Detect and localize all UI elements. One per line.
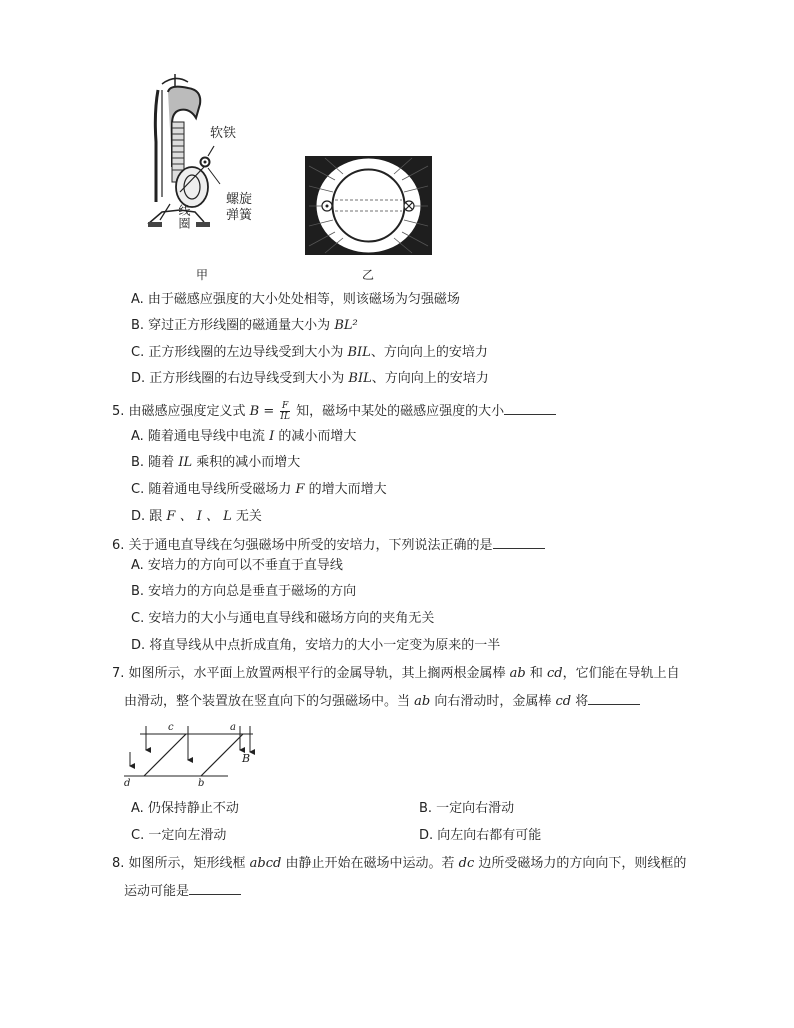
q5-option-c [131, 480, 387, 500]
q7-option-a: A. 仍保持静止不动 [131, 801, 239, 816]
label-spring-line1: 螺旋 [226, 192, 253, 207]
q5-option-d-math: F 、 I 、 L [166, 509, 232, 524]
q5-option-a-post: 的减小而增大 [274, 429, 357, 444]
q5-option-c-math: F [295, 482, 305, 497]
q5-option-d-pre: D. 跟 [131, 509, 167, 524]
label-coil: 线圈 [177, 204, 191, 230]
q4-option-a: A. 由于磁感应强度的大小处处相等，则该磁场为匀强磁场 [131, 292, 460, 307]
q4-option-c-math: BIL [347, 345, 371, 360]
q5-formula-lhs: B = [249, 404, 275, 419]
q5-option-b-math: IL [178, 455, 193, 470]
figure-jia-drawing [140, 72, 290, 257]
q4-option-c [131, 343, 488, 363]
q6-answer-blank[interactable] [493, 534, 545, 549]
q4-option-b [131, 316, 358, 336]
q7-stem2-mid: 向右滑动时，金属棒 [430, 694, 556, 709]
q7-stem2-post: 将 [571, 694, 589, 709]
q7-stem1-mid: 和 [525, 666, 548, 681]
q7-stem2-pre: 由滑动，整个装置放在竖直向下的匀强磁场中。当 [124, 694, 415, 709]
q6-option-d: D. 将直导线从中点折成直角，安培力的大小一定变为原来的一半 [131, 638, 501, 653]
q7-answer-blank[interactable] [588, 690, 640, 705]
q7-stem1-cd: cd [547, 666, 563, 681]
q7-label-a: a [230, 722, 236, 733]
q8-stem1-abcd: abcd [249, 856, 282, 871]
q8-answer-blank[interactable] [189, 880, 241, 895]
label-spring-line2: 弹簧 [226, 208, 253, 223]
q4-option-d-post: 、方向向上的安培力 [371, 371, 489, 386]
q7-stem1-pre: 7. 如图所示，水平面上放置两根平行的金属导轨，其上搁两根金属棒 [112, 666, 510, 681]
q8-stem1-post: 边所受磁场力的方向向下，则线框的 [474, 856, 687, 871]
q8-stem1-pre: 8. 如图所示，矩形线框 [112, 856, 250, 871]
q8-stem1-mid: 由静止开始在磁场中运动。若 [281, 856, 459, 871]
q4-option-c-post: 、方向向上的安培力 [370, 345, 488, 360]
q5-option-d [131, 507, 262, 527]
q7-stem2-ab: ab [414, 694, 431, 709]
q5-option-a-math: I [269, 429, 275, 444]
figure-yi-drawing [305, 156, 432, 255]
q4-option-d-math: BIL [348, 371, 372, 386]
q5-option-c-post: 的增大而增大 [304, 482, 387, 497]
q4-option-d-pre: D. 正方形线圈的右边导线受到大小为 [131, 371, 349, 386]
q5-answer-blank[interactable] [504, 400, 556, 415]
q8-stem2-text: 运动可能是 [124, 884, 190, 899]
q7-label-b: b [198, 778, 205, 789]
caption-yi: 乙 [362, 268, 375, 282]
figure-yi [305, 156, 432, 255]
q7-stem1-ab: ab [509, 666, 526, 681]
figure-jia [140, 72, 290, 257]
caption-jia: 甲 [196, 268, 209, 282]
q7-stem2-cd: cd [555, 694, 572, 709]
q5-formula-fraction [280, 401, 290, 422]
q6-stem-text: 6. 关于通电直导线在匀强磁场中所受的安培力，下列说法正确的是 [112, 538, 493, 553]
q7-label-d: d [124, 778, 131, 789]
q4-option-b-math: BL² [334, 318, 358, 333]
q7-stem-line1 [112, 664, 680, 684]
q5-option-b-post: 乘积的减小而增大 [192, 455, 301, 470]
q8-stem-line2 [124, 880, 241, 902]
label-soft-iron: 软铁 [210, 126, 237, 141]
q7-figure [118, 722, 268, 792]
q5-option-b [131, 453, 300, 473]
q7-option-c: C. 一定向左滑动 [131, 828, 227, 843]
q7-label-c: c [168, 722, 174, 733]
q5-option-b-pre: B. 随着 [131, 455, 179, 470]
q5-formula-num: F [282, 401, 289, 411]
q5-option-c-pre: C. 随着通电导线所受磁场力 [131, 482, 296, 497]
q5-stem-pre: 5. 由磁感应强度定义式 [112, 404, 250, 419]
q7-option-b: B. 一定向右滑动 [419, 801, 515, 816]
q7-label-B: B [242, 752, 251, 765]
q5-stem-post: 知，磁场中某处的磁感应强度的大小 [291, 404, 505, 419]
q4-option-c-pre: C. 正方形线圈的左边导线受到大小为 [131, 345, 348, 360]
q8-stem-line1 [112, 854, 686, 874]
q6-option-c: C. 安培力的大小与通电直导线和磁场方向的夹角无关 [131, 611, 435, 626]
q6-option-b: B. 安培力的方向总是垂直于磁场的方向 [131, 584, 357, 599]
q4-option-b-text: B. 穿过正方形线圈的磁通量大小为 [131, 318, 335, 333]
q5-formula-den: IL [280, 412, 290, 422]
q5-option-d-post: 无关 [231, 509, 262, 524]
q6-stem [112, 534, 545, 556]
q6-option-a: A. 安培力的方向可以不垂直于直导线 [131, 558, 343, 573]
q4-option-d [131, 369, 489, 389]
q7-option-d: D. 向左向右都有可能 [419, 828, 542, 843]
q5-stem [112, 400, 556, 422]
q5-option-a-pre: A. 随着通电导线中电流 [131, 429, 270, 444]
q7-stem1-post: ，它们能在导轨上自 [562, 666, 680, 681]
q5-option-a [131, 427, 356, 447]
q8-stem1-dc: dc [458, 856, 475, 871]
q7-stem-line2 [124, 690, 640, 712]
